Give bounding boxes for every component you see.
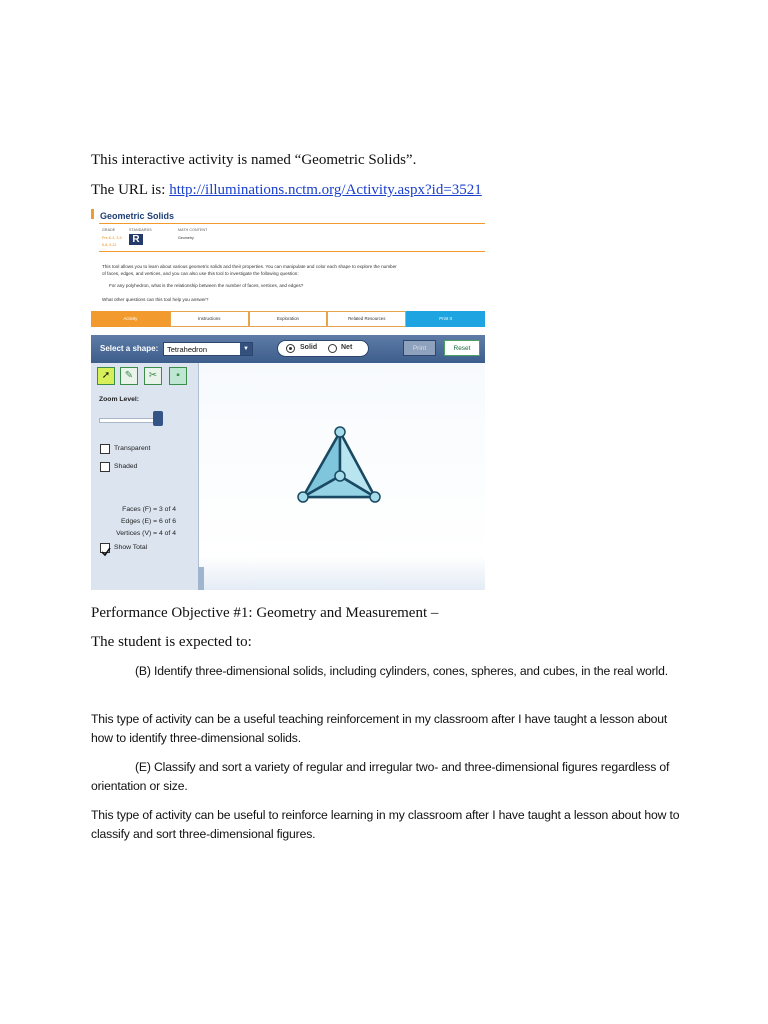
activity-url-link[interactable]: http://illuminations.nctm.org/Activity.aspx?id=3521 [169,182,482,198]
app-toolbar [91,335,485,363]
url-line [91,182,482,199]
tab-activity[interactable]: Activity [91,311,170,327]
zoom-slider-handle[interactable] [153,411,163,426]
view-mode-toggle [277,340,369,357]
controls-panel [91,363,199,590]
show-total-label: Show Total [114,544,148,551]
shape-canvas[interactable] [199,363,485,590]
intro-line: This interactive activity is named “Geometric Solids”. [91,152,417,168]
net-radio-label[interactable]: Net [341,344,353,351]
title-rule [99,223,485,224]
faces-count: Faces (F) = 3 of 4 [122,506,176,513]
title-accent [91,209,94,219]
desc-question: For any polyhedron, what is the relationship between the number of faces, vertices, and edges? [109,283,304,288]
tab-print-it[interactable]: Print It [406,311,485,327]
checkmark-icon [101,547,111,557]
grade-value-1[interactable]: Pre-K-2, 3-5 [102,236,122,240]
desc-line-2: of faces, edges, and vertices, and you can also use this tool to investigate the following question: [102,271,299,276]
meta-rule [99,251,485,252]
vertex-right[interactable] [370,492,380,502]
zoom-label: Zoom Level: [99,396,140,403]
tetrahedron-model[interactable] [199,363,485,590]
activity-title: Geometric Solids [100,211,175,221]
activity-tabs [91,311,485,327]
objective-e-comment: This type of activity can be useful to reinforce learning in my classroom after I have taught a lesson about how to classify and sort three-dimensional figures. [91,808,680,841]
vertex-front[interactable] [335,471,345,481]
activity-screenshot [91,208,485,590]
solid-radio[interactable] [286,344,295,353]
transparent-label: Transparent [114,445,151,452]
objective-b [91,662,681,681]
grade-value-2[interactable]: 6-8, 9-12 [102,243,117,247]
objective-heading: Performance Objective #1: Geometry and Measurement – [91,605,439,621]
select-shape-label: Select a shape: [100,344,159,353]
tab-exploration[interactable]: Exploration [249,311,328,327]
vertex-top[interactable] [335,427,345,437]
reset-button[interactable]: Reset [444,340,480,356]
url-prefix: The URL is: [91,182,170,198]
objective-b-text: (B) Identify three-dimensional solids, including cylinders, cones, spheres, and cubes, in the real world. [135,664,668,678]
pointer-tool-icon[interactable]: ➚ [97,367,115,385]
objective-b-comment: This type of activity can be a useful teaching reinforcement in my classroom after I have taught a lesson about how to identify three-dimensional solids. [91,712,668,745]
net-radio[interactable] [328,344,337,353]
objective-e [91,758,681,796]
vertex-left[interactable] [298,492,308,502]
desc-line-4: What other questions can this tool help you answer? [102,297,209,302]
shaded-checkbox[interactable] [100,462,110,472]
standards-label: STANDARDS [129,228,152,232]
tab-related-resources[interactable]: Related Resources [327,311,406,327]
shaded-label: Shaded [114,463,138,470]
grade-label: GRADE [102,228,116,232]
edges-count: Edges (E) = 6 of 6 [121,518,176,525]
tab-instructions[interactable]: Instructions [170,311,249,327]
geometric-solids-app [91,335,485,590]
color-tool-icon[interactable]: ▪ [169,367,187,385]
solid-radio-label[interactable]: Solid [300,344,318,351]
panel-divider [198,567,204,590]
shape-select[interactable] [163,342,253,356]
standards-logo[interactable]: R [129,234,143,245]
math-content-value: Geometry [178,236,194,240]
objective-e-text: (E) Classify and sort a variety of regular and irregular two- and three-dimensional figures regardless of orientation or size. [91,760,670,793]
expected-line: The student is expected to: [91,634,252,650]
print-button[interactable]: Print [403,340,436,356]
selected-shape: Tetrahedron [167,345,208,354]
scissors-tool-icon[interactable]: ✂ [144,367,162,385]
transparent-checkbox[interactable] [100,444,110,454]
show-total-checkbox[interactable] [100,543,110,553]
math-content-label: MATH CONTENT [178,228,208,232]
paint-tool-icon[interactable]: ✎ [120,367,138,385]
chevron-down-icon[interactable]: ▼ [240,343,252,355]
vertices-count: Vertices (V) = 4 of 4 [116,530,176,537]
desc-line-1: This tool allows you to learn about various geometric solids and their properties. You can manipulate and color each shape to explore the number [102,264,397,269]
